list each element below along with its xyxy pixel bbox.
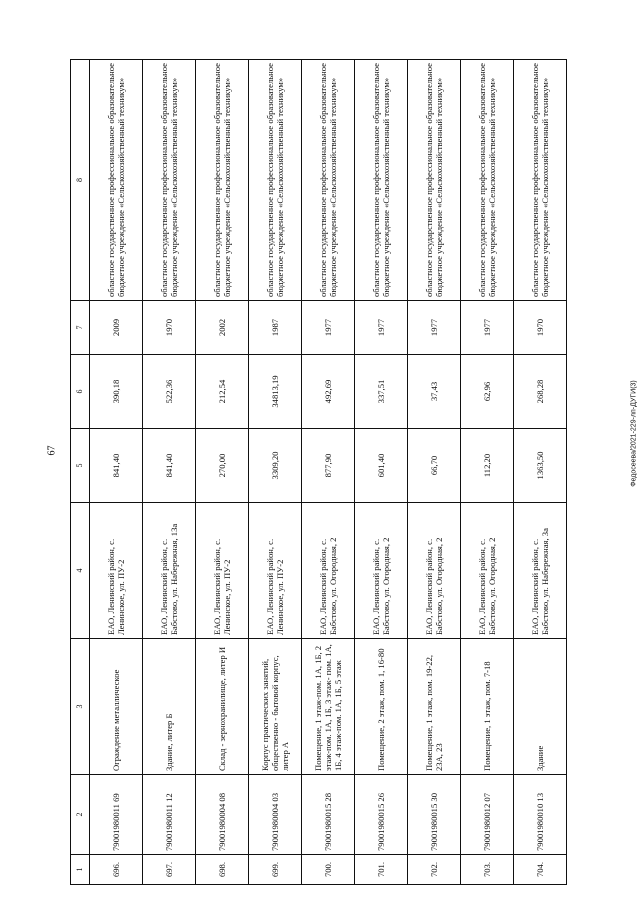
- object-address: ЕАО, Ленинский район, с. Бабстово, ул. Огородная, 2: [461, 503, 514, 639]
- page-number: 67: [46, 445, 58, 456]
- table-row: [461, 60, 514, 885]
- object-area: 1363,50: [514, 429, 567, 503]
- registry-code: 79001980012 07: [461, 775, 514, 855]
- object-name: Ограждение металлическое: [90, 639, 143, 775]
- column-header: 6: [71, 355, 90, 429]
- object-year: 2002: [196, 301, 249, 355]
- object-address: ЕАО, Ленинский район, с. Ленинское, ул. ПУ-2: [90, 503, 143, 639]
- row-number: 702.: [408, 855, 461, 885]
- object-name: Здание: [514, 639, 567, 775]
- object-value: 390,18: [90, 355, 143, 429]
- column-header: 4: [71, 503, 90, 639]
- object-name: Помещение, 1 этаж, пом. 7-18: [461, 639, 514, 775]
- object-owner: областное государственное профессиональное образовательное бюджетное учреждение «Сельскохозяйственный техникум»: [90, 60, 143, 301]
- column-header: 7: [71, 301, 90, 355]
- object-address: ЕАО, Ленинский район, с. Бабстово, ул. Набережная, 13а: [143, 503, 196, 639]
- object-value: 37,43: [408, 355, 461, 429]
- object-name: Помещение, 1 этаж, пом. 19-22, 23А, 23: [408, 639, 461, 775]
- object-value: 522,36: [143, 355, 196, 429]
- table-container: [70, 60, 564, 885]
- object-value: 337,51: [355, 355, 408, 429]
- object-area: 66,70: [408, 429, 461, 503]
- row-number: 697.: [143, 855, 196, 885]
- row-number: 704.: [514, 855, 567, 885]
- object-value: 492,69: [302, 355, 355, 429]
- object-year: 1977: [408, 301, 461, 355]
- registry-code: 79001980015 26: [355, 775, 408, 855]
- table-row: [355, 60, 408, 885]
- object-address: ЕАО, Ленинский район, с. Ленинское, ул. ПУ-2: [249, 503, 302, 639]
- object-owner: областное государственное профессиональное образовательное бюджетное учреждение «Сельскохозяйственный техникум»: [355, 60, 408, 301]
- object-area: 877,90: [302, 429, 355, 503]
- row-number: 703.: [461, 855, 514, 885]
- object-owner: областное государственное профессиональное образовательное бюджетное учреждение «Сельскохозяйственный техникум»: [143, 60, 196, 301]
- registry-code: 79001980004 03: [249, 775, 302, 855]
- object-owner: областное государственное профессиональное образовательное бюджетное учреждение «Сельскохозяйственный техникум»: [408, 60, 461, 301]
- column-header: 8: [71, 60, 90, 301]
- row-number: 699.: [249, 855, 302, 885]
- object-name: Помещение, 2 этаж, пом. 1, 16-80: [355, 639, 408, 775]
- object-year: 1977: [355, 301, 408, 355]
- column-header: 5: [71, 429, 90, 503]
- object-year: 2009: [90, 301, 143, 355]
- object-address: ЕАО, Ленинский район, с. Бабстово, ул. Набережная, 3а: [514, 503, 567, 639]
- header-row: [71, 60, 90, 885]
- object-year: 1977: [302, 301, 355, 355]
- table-row: [143, 60, 196, 885]
- object-year: 1970: [514, 301, 567, 355]
- object-value: 34813,19: [249, 355, 302, 429]
- table-row: [90, 60, 143, 885]
- object-owner: областное государственное профессиональное образовательное бюджетное учреждение «Сельскохозяйственный техникум»: [514, 60, 567, 301]
- object-owner: областное государственное профессиональное образовательное бюджетное учреждение «Сельскохозяйственный техникум»: [302, 60, 355, 301]
- registry-code: 79001980015 30: [408, 775, 461, 855]
- object-name: Корпус практических занятий, общественно - бытовой корпус, литер А: [249, 639, 302, 775]
- property-table: [70, 59, 567, 885]
- column-header: 3: [71, 639, 90, 775]
- object-name: Помещение, 1 этаж-пом. 1А, 1Б, 2 этаж-пом. 1А, 1Б, 3 этаж- пом. 1А, 1Б, 4 этаж-пом. 1А, 1Б, 5 этаж: [302, 639, 355, 775]
- object-value: 212,54: [196, 355, 249, 429]
- object-address: ЕАО, Ленинский район, с. Бабстово, ул. Огородная, 2: [355, 503, 408, 639]
- object-address: ЕАО, Ленинский район, с. Бабстово, ул. Огородная, 2: [408, 503, 461, 639]
- document-footer-code: Федосеева/2021-229-лп-ДУГИ(3): [630, 380, 638, 487]
- object-area: 112,20: [461, 429, 514, 503]
- row-number: 701.: [355, 855, 408, 885]
- row-number: 698.: [196, 855, 249, 885]
- table-row: [408, 60, 461, 885]
- object-year: 1977: [461, 301, 514, 355]
- registry-code: 79001980010 13: [514, 775, 567, 855]
- table-row: [302, 60, 355, 885]
- object-area: 270,00: [196, 429, 249, 503]
- object-address: ЕАО, Ленинский район, с. Бабстово, ул. Огородная, 2: [302, 503, 355, 639]
- object-owner: областное государственное профессиональное образовательное бюджетное учреждение «Сельскохозяйственный техникум»: [196, 60, 249, 301]
- table-row: [514, 60, 567, 885]
- object-year: 1987: [249, 301, 302, 355]
- registry-code: 79001980011 12: [143, 775, 196, 855]
- registry-code: 79001980015 28: [302, 775, 355, 855]
- registry-code: 79001980004 08: [196, 775, 249, 855]
- object-value: 62,96: [461, 355, 514, 429]
- registry-code: 79001980011 69: [90, 775, 143, 855]
- object-area: 3309,20: [249, 429, 302, 503]
- object-name: Склад - зернохранилище, литер И: [196, 639, 249, 775]
- row-number: 696.: [90, 855, 143, 885]
- column-header: 1: [71, 855, 90, 885]
- object-address: ЕАО, Ленинский район, с. Ленинское, ул. ПУ-2: [196, 503, 249, 639]
- table-row: [196, 60, 249, 885]
- object-owner: областное государственное профессиональное образовательное бюджетное учреждение «Сельскохозяйственный техникум»: [249, 60, 302, 301]
- object-value: 268,28: [514, 355, 567, 429]
- object-name: Здание, литер Б: [143, 639, 196, 775]
- rotated-table: [70, 60, 564, 885]
- object-year: 1970: [143, 301, 196, 355]
- row-number: 700.: [302, 855, 355, 885]
- object-area: 841,40: [143, 429, 196, 503]
- column-header: 2: [71, 775, 90, 855]
- object-owner: областное государственное профессиональное образовательное бюджетное учреждение «Сельскохозяйственный техникум»: [461, 60, 514, 301]
- object-area: 841,40: [90, 429, 143, 503]
- object-area: 601,40: [355, 429, 408, 503]
- table-row: [249, 60, 302, 885]
